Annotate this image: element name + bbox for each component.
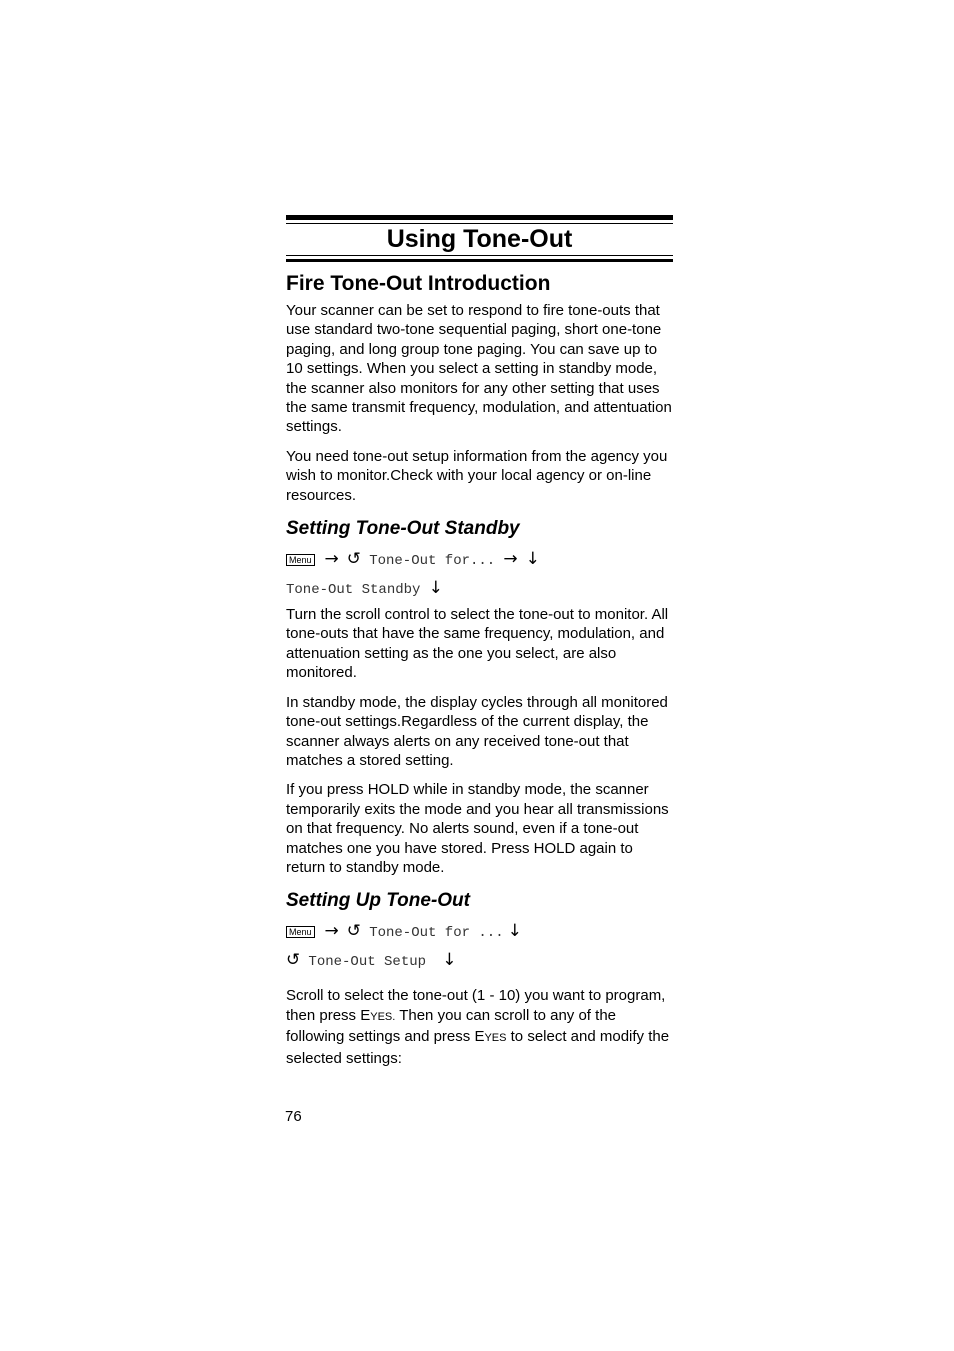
arrow-right-icon: → bbox=[324, 921, 339, 942]
arrow-right-icon: → bbox=[503, 549, 518, 570]
arrow-right-icon: → bbox=[324, 549, 339, 570]
setup-title: Setting Up Tone-Out bbox=[286, 890, 470, 912]
arrow-down-icon: ↓ bbox=[507, 921, 522, 942]
standby-command-line-2 bbox=[286, 576, 673, 602]
scroll-icon: ↺ bbox=[346, 549, 362, 570]
setup-command-line-2 bbox=[286, 948, 673, 974]
yes-key-label: EYES. bbox=[360, 1006, 396, 1024]
menu-key: Menu bbox=[286, 926, 315, 938]
yes-key-label: EYES bbox=[474, 1028, 507, 1046]
standby-paragraph-2: In standby mode, the display cycles through all monitored tone-out settings.Regardless of the current display, the scanner always alerts on any received tone-out that matches a stored setting. bbox=[286, 693, 668, 769]
bottom-thick-rule bbox=[286, 259, 673, 262]
intro-paragraph-1: Your scanner can be set to respond to fire tone-outs that use standard two-tone sequential paging, short one-tone paging, and long group tone paging. You can save up to 10 settings. When you select a setting in standby mode, the scanner also monitors for any other setting that uses the same transmit frequency, modulation, and attentuation settings. bbox=[286, 302, 672, 436]
standby-paragraph-1: Turn the scroll control to select the tone-out to monitor. All tone-outs that have the same frequency, modulation, and attenuation setting as the one you select, are also monitored. bbox=[286, 606, 669, 682]
setup-paragraph: Scroll to select the tone-out (1 - 10) you want to program, then press EYES. Then you can scroll to any of the following settings and press EYES to select and modify the selected settings: bbox=[286, 987, 670, 1067]
standby-title: Setting Tone-Out Standby bbox=[286, 518, 520, 540]
scroll-icon: ↺ bbox=[286, 950, 301, 971]
standby-command-line-1 bbox=[286, 547, 673, 573]
menu-key: Menu bbox=[286, 554, 315, 566]
arrow-down-icon: ↓ bbox=[525, 549, 540, 570]
display-text: Tone-Out Standby bbox=[286, 582, 421, 599]
standby-paragraph-3: If you press HOLD while in standby mode, the scanner temporarily exits the mode and you hear all transmissions on that frequency. No alerts sound, even if a tone-out matches one you have stored. Press HOLD again to return to standby mode. bbox=[286, 781, 669, 876]
page-content bbox=[286, 215, 673, 1078]
display-text: Tone-Out Setup bbox=[308, 954, 427, 971]
display-text: Tone-Out for... bbox=[369, 553, 496, 570]
intro-paragraph-2: You need tone-out setup information from the agency you wish to monitor.Check with your local agency or on-line resources. bbox=[286, 447, 668, 504]
section-title: Fire Tone-Out Introduction bbox=[286, 272, 551, 295]
display-text: Tone-Out for ... bbox=[369, 925, 504, 942]
scroll-icon: ↺ bbox=[346, 921, 362, 942]
setup-command-line-1 bbox=[286, 919, 673, 945]
arrow-down-icon: ↓ bbox=[442, 950, 457, 971]
chapter-title: Using Tone-Out bbox=[386, 225, 573, 253]
page-number: 76 bbox=[285, 1108, 302, 1125]
arrow-down-icon: ↓ bbox=[428, 578, 443, 599]
